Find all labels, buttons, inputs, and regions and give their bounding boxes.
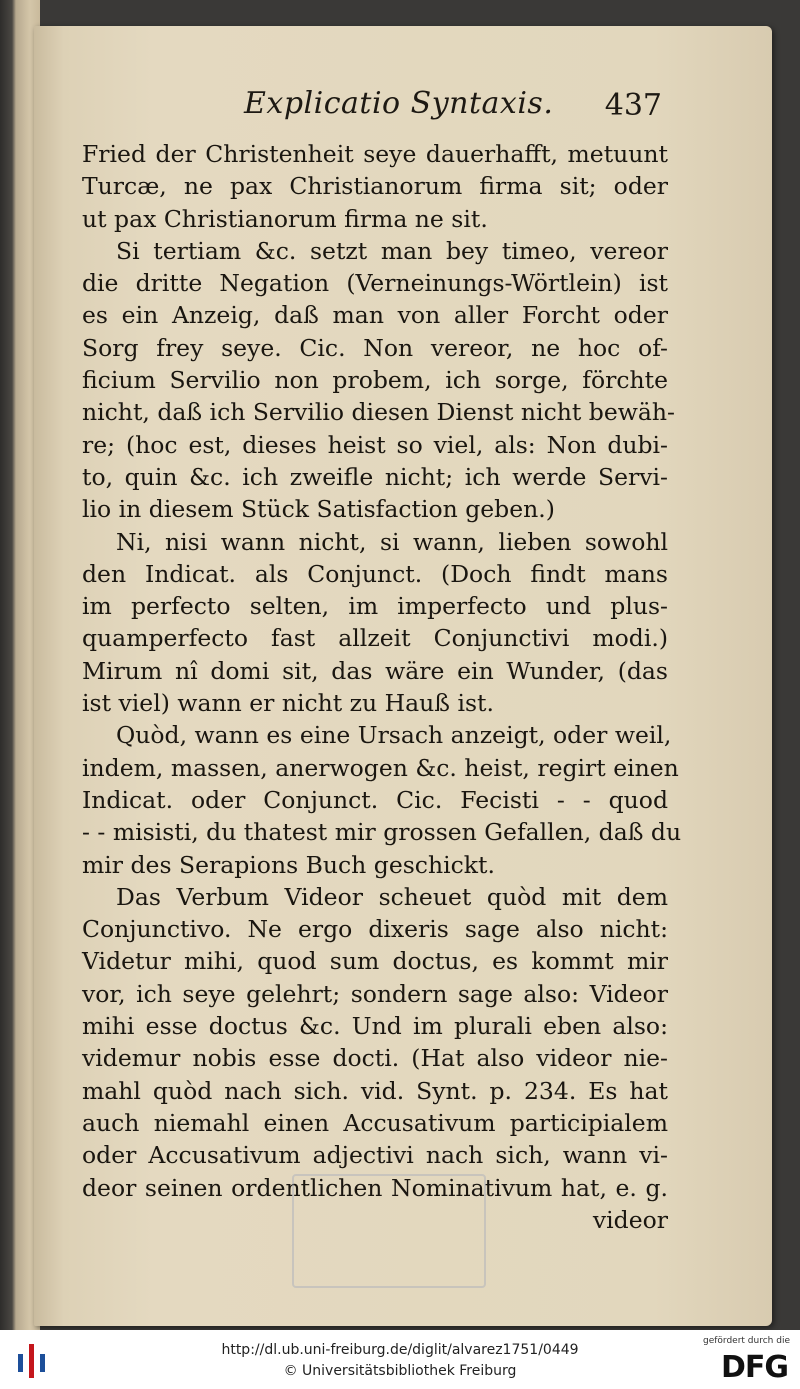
page-number: 437	[604, 88, 662, 123]
viewer-footer	[0, 1330, 800, 1389]
catchword: videor	[592, 1205, 668, 1234]
text-line: ut pax Christianorum firma ne sit.	[82, 204, 488, 233]
text-line: Das Verbum Videor scheuet quòd mit dem	[116, 882, 668, 911]
body-text	[82, 138, 682, 1236]
text-line: Fried der Christenheit seye dauerhafft, metuunt	[82, 140, 668, 168]
text-line: mahl quòd nach sich. vid. Synt. p. 234. Es hat	[82, 1076, 668, 1105]
library-stamp-showthrough	[292, 1174, 486, 1288]
text-line: to, quin &c. ich zweifle nicht; ich werde Servi-	[82, 462, 668, 491]
page-header	[34, 86, 772, 130]
text-line: Mirum nî domi sit, das wäre ein Wunder, (das	[82, 656, 668, 685]
text-line: ist viel) wann er nicht zu Hauß ist.	[82, 689, 494, 718]
text-line: Indicat. oder Conjunct. Cic. Fecisti - - quod	[82, 785, 668, 814]
text-line: nicht, daß ich Servilio diesen Dienst nicht bewäh-	[82, 398, 675, 427]
permalink-url[interactable]: http://dl.ub.uni-freiburg.de/diglit/alvarez1751/0449	[221, 1342, 579, 1358]
text-line: - - misisti, du thatest mir grossen Gefallen, daß du	[82, 818, 682, 847]
text-line: Quòd, wann es eine Ursach anzeigt, oder weil,	[116, 721, 672, 750]
text-line: indem, massen, anerwogen &c. heist, regirt einen	[82, 753, 679, 782]
text-line: auch niemahl einen Accusativum participialem	[82, 1108, 668, 1137]
scanned-page	[34, 26, 772, 1326]
text-line: Conjunctivo. Ne ergo dixeris sage also nicht:	[82, 915, 668, 944]
text-line: Ni, nisi wann nicht, si wann, lieben sowohl	[116, 527, 668, 556]
text-line: die dritte Negation (Verneinungs-Wörtlein) ist	[82, 269, 668, 298]
text-line: mir des Serapions Buch geschickt.	[82, 850, 495, 879]
text-line: mihi esse doctus &c. Und im plurali eben also:	[82, 1012, 668, 1041]
text-line: Turcæ, ne pax Christianorum firma sit; oder	[82, 172, 668, 201]
text-line: ficium Servilio non probem, ich sorge, förchte	[82, 366, 668, 395]
text-line: videmur nobis esse docti. (Hat also videor nie-	[82, 1044, 668, 1073]
text-line: den Indicat. als Conjunct. (Doch findt mans	[82, 559, 668, 588]
text-line: quamperfecto fast allzeit Conjunctivi modi.)	[82, 624, 668, 653]
copyright-notice: © Universitätsbibliothek Freiburg	[283, 1363, 517, 1379]
text-line: Sorg frey seye. Cic. Non vereor, ne hoc of-	[82, 333, 668, 362]
text-line: vor, ich seye gelehrt; sondern sage also: Videor	[82, 979, 668, 1008]
text-line: deor seinen ordentlichen Nominativum hat, e. g.	[82, 1173, 668, 1202]
text-line: Videtur mihi, quod sum doctus, es kommt mir	[82, 947, 668, 976]
running-title: Explicatio Syntaxis.	[244, 86, 554, 121]
funding-note: gefördert durch die	[703, 1336, 790, 1346]
text-line: Si tertiam &c. setzt man bey timeo, vereor	[116, 236, 668, 265]
text-line: es ein Anzeig, daß man von aller Forcht oder	[82, 301, 668, 330]
dfg-logo: DFG	[720, 1350, 788, 1385]
text-line: im perfecto selten, im imperfecto und plus-	[82, 592, 668, 621]
text-line: re; (hoc est, dieses heist so viel, als: Non dubi-	[82, 430, 668, 459]
text-line: lio in diesem Stück Satisfaction geben.)	[82, 495, 555, 524]
text-line: oder Accusativum adjectivi nach sich, wann vi-	[82, 1141, 668, 1170]
